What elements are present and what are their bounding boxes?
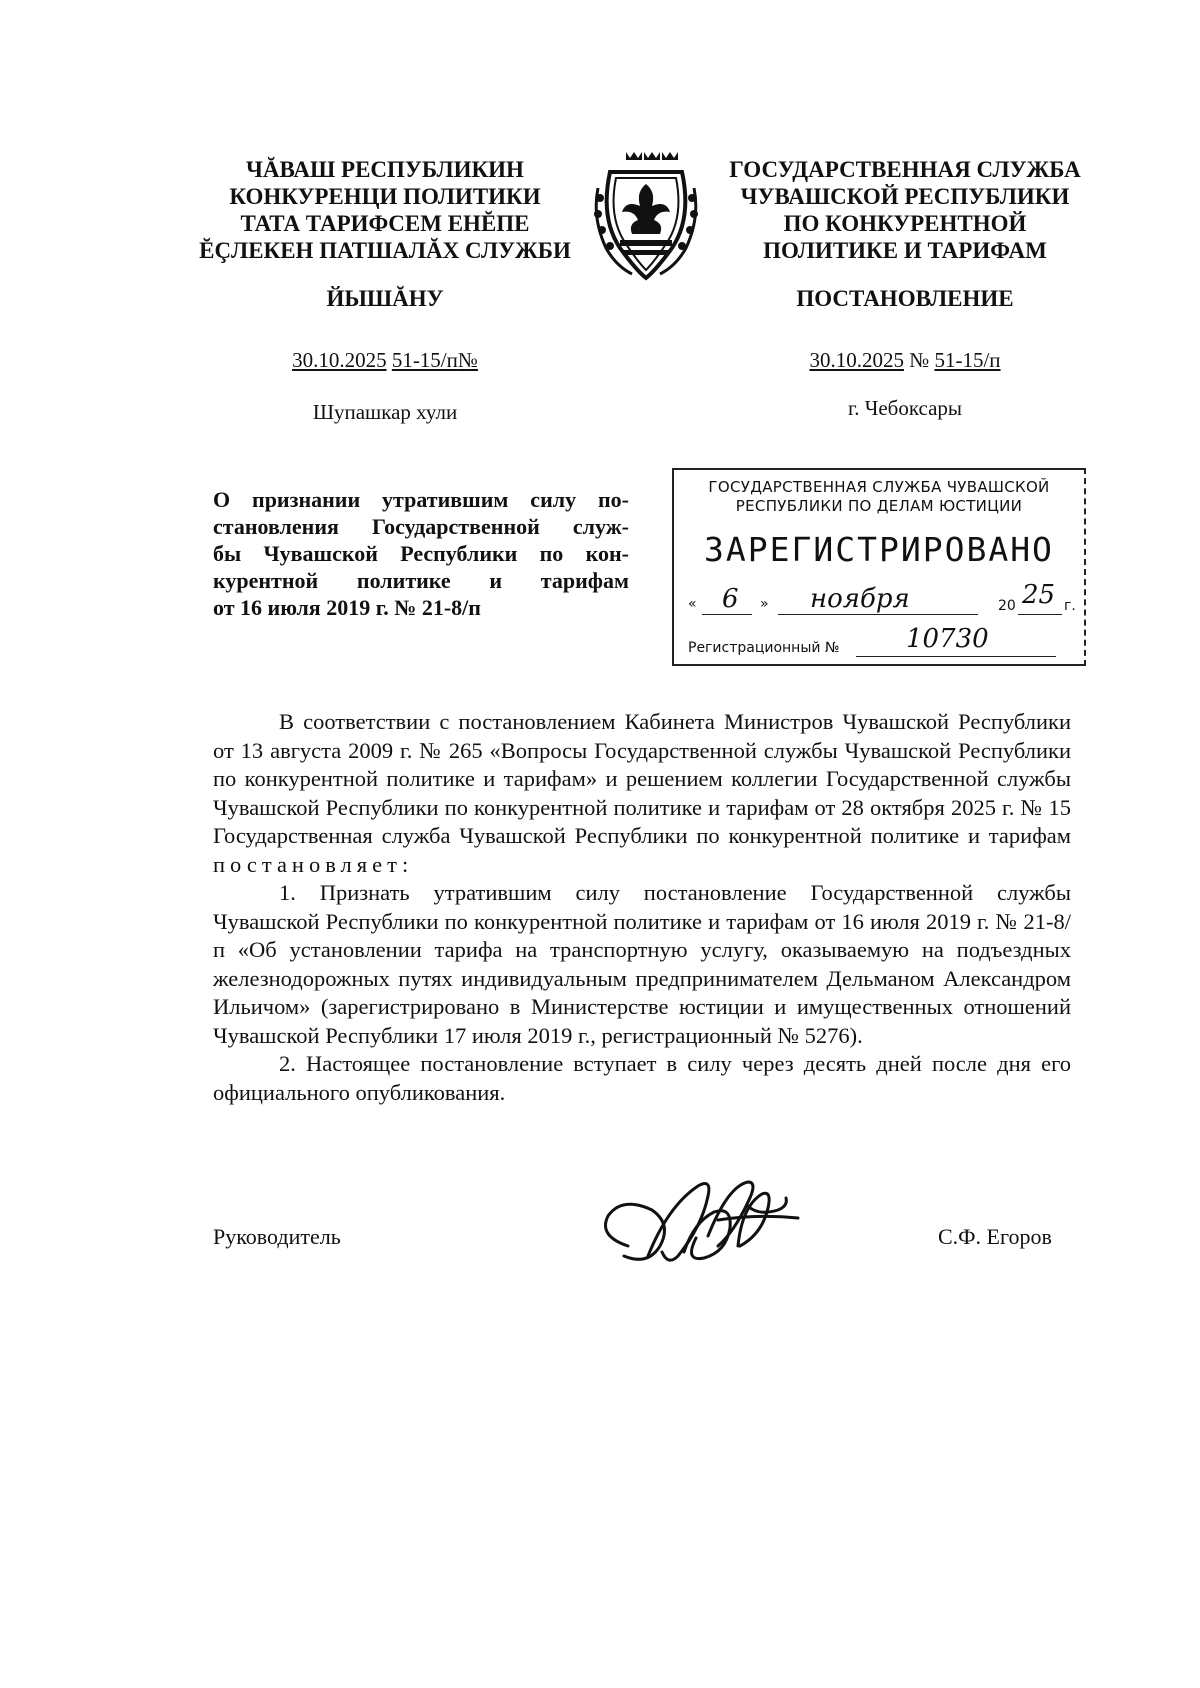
doc-type-right: ПОСТАНОВЛЕНИЕ bbox=[796, 286, 1014, 311]
stamp-reg-underline bbox=[856, 656, 1056, 657]
stamp-day: 6 bbox=[722, 584, 739, 614]
header-left bbox=[190, 156, 580, 264]
header-left-line: ТАТА ТАРИФСЕМ ЕНĔПЕ bbox=[240, 211, 530, 236]
stamp-close-quote: » bbox=[760, 596, 769, 612]
header-right bbox=[710, 156, 1100, 264]
stamp-open-quote: « bbox=[688, 596, 697, 612]
subject-line: становления Государственной служ- bbox=[213, 514, 629, 539]
stamp-month-underline bbox=[778, 614, 978, 615]
subject-line: курентной политике и тарифам bbox=[213, 568, 629, 593]
stamp-date-row bbox=[688, 580, 1080, 618]
stamp-reg-label: Регистрационный № bbox=[688, 640, 840, 656]
city-left: Шупашкар хули bbox=[312, 400, 458, 424]
subject-line: О признании утратившим силу по- bbox=[213, 487, 629, 512]
document-body bbox=[213, 708, 1071, 1107]
number-sign: № bbox=[909, 348, 930, 372]
date-number-left bbox=[190, 348, 580, 373]
intro-text: В соответствии с постановлением Кабинета Министров Чувашской Республики от 13 августа 2009 г. № 265 «Вопросы Государственной службы Чувашской Республики по конкурентной политике и тарифам» и решением коллегии Государственной службы Чувашской Республики по конкурентной политике и тарифам от 28 октября 2025 г. № 15 Государственная служба Чувашской Республики по конкурентной политике и тарифам bbox=[213, 709, 1071, 848]
subject-line: бы Чувашской Республики по кон- bbox=[213, 541, 629, 566]
date-number-right bbox=[710, 348, 1100, 373]
stamp-day-underline bbox=[702, 614, 752, 615]
stamp-year-prefix: 20 bbox=[998, 598, 1016, 614]
doc-number: 51-15/п bbox=[391, 348, 458, 372]
subject-line: от 16 июля 2019 г. № 21-8/п bbox=[213, 595, 481, 620]
stamp-year-suffix: 25 bbox=[1022, 580, 1056, 610]
stamp-reg-row bbox=[688, 624, 1080, 660]
header-right-line: ПОЛИТИКЕ И ТАРИФАМ bbox=[763, 238, 1047, 263]
document-subject bbox=[213, 486, 629, 621]
number-sign: № bbox=[457, 348, 478, 372]
header-left-line: КОНКУРЕНЦИ ПОЛИТИКИ bbox=[229, 184, 541, 209]
body-paragraph bbox=[213, 708, 1071, 879]
registration-stamp bbox=[672, 468, 1086, 666]
doc-type-left: ЙЫШĂНУ bbox=[326, 286, 444, 311]
body-item-1: 1. Признать утратившим силу постановление Государственной службы Чувашской Республики по конкурентной политике и тарифам от 16 июля 2019 г. № 21-8/п «Об установлении тарифа на транспортную услугу, оказываемую на подъездных железнодорожных путях индивидуальным предпринимателем Дельманом Александром Ильичом» (зарегистрировано в Министерстве юстиции и имущественных отношений Чувашской Республики 17 июля 2019 г., регистрационный № 5276). bbox=[213, 880, 1071, 1048]
city-right: г. Чебоксары bbox=[847, 396, 963, 420]
stamp-year-underline bbox=[1018, 614, 1062, 615]
header-left-line: ЧĂВАШ РЕСПУБЛИКИН bbox=[246, 157, 524, 182]
coat-of-arms-icon bbox=[590, 148, 702, 284]
doc-date: 30.10.2025 bbox=[292, 348, 387, 372]
header-right-line: ПО КОНКУРЕНТНОЙ bbox=[783, 211, 1027, 236]
resolves-text: постановляет: bbox=[213, 851, 414, 877]
stamp-month: ноября bbox=[810, 584, 910, 614]
signatory-position: Руководитель bbox=[213, 1224, 341, 1249]
signature-icon bbox=[588, 1176, 818, 1286]
header-left-line: ĔÇЛЕКЕН ПАТШАЛĂХ СЛУЖБИ bbox=[199, 238, 571, 263]
stamp-org-line: ГОСУДАРСТВЕННАЯ СЛУЖБА ЧУВАШСКОЙ bbox=[708, 478, 1050, 496]
body-item-2: 2. Настоящее постановление вступает в силу через десять дней после дня его официального опубликования. bbox=[213, 1051, 1071, 1105]
stamp-org-line: РЕСПУБЛИКИ ПО ДЕЛАМ ЮСТИЦИИ bbox=[735, 497, 1023, 515]
header-right-line: ЧУВАШСКОЙ РЕСПУБЛИКИ bbox=[740, 184, 1070, 209]
stamp-title: ЗАРЕГИСТРИРОВАНО bbox=[704, 530, 1054, 569]
doc-number: 51-15/п bbox=[934, 348, 1001, 372]
stamp-year-unit: г. bbox=[1064, 598, 1076, 614]
stamp-reg-number: 10730 bbox=[906, 624, 989, 654]
doc-date: 30.10.2025 bbox=[809, 348, 904, 372]
signatory-name: С.Ф. Егоров bbox=[938, 1224, 1052, 1249]
header-right-line: ГОСУДАРСТВЕННАЯ СЛУЖБА bbox=[729, 157, 1081, 182]
